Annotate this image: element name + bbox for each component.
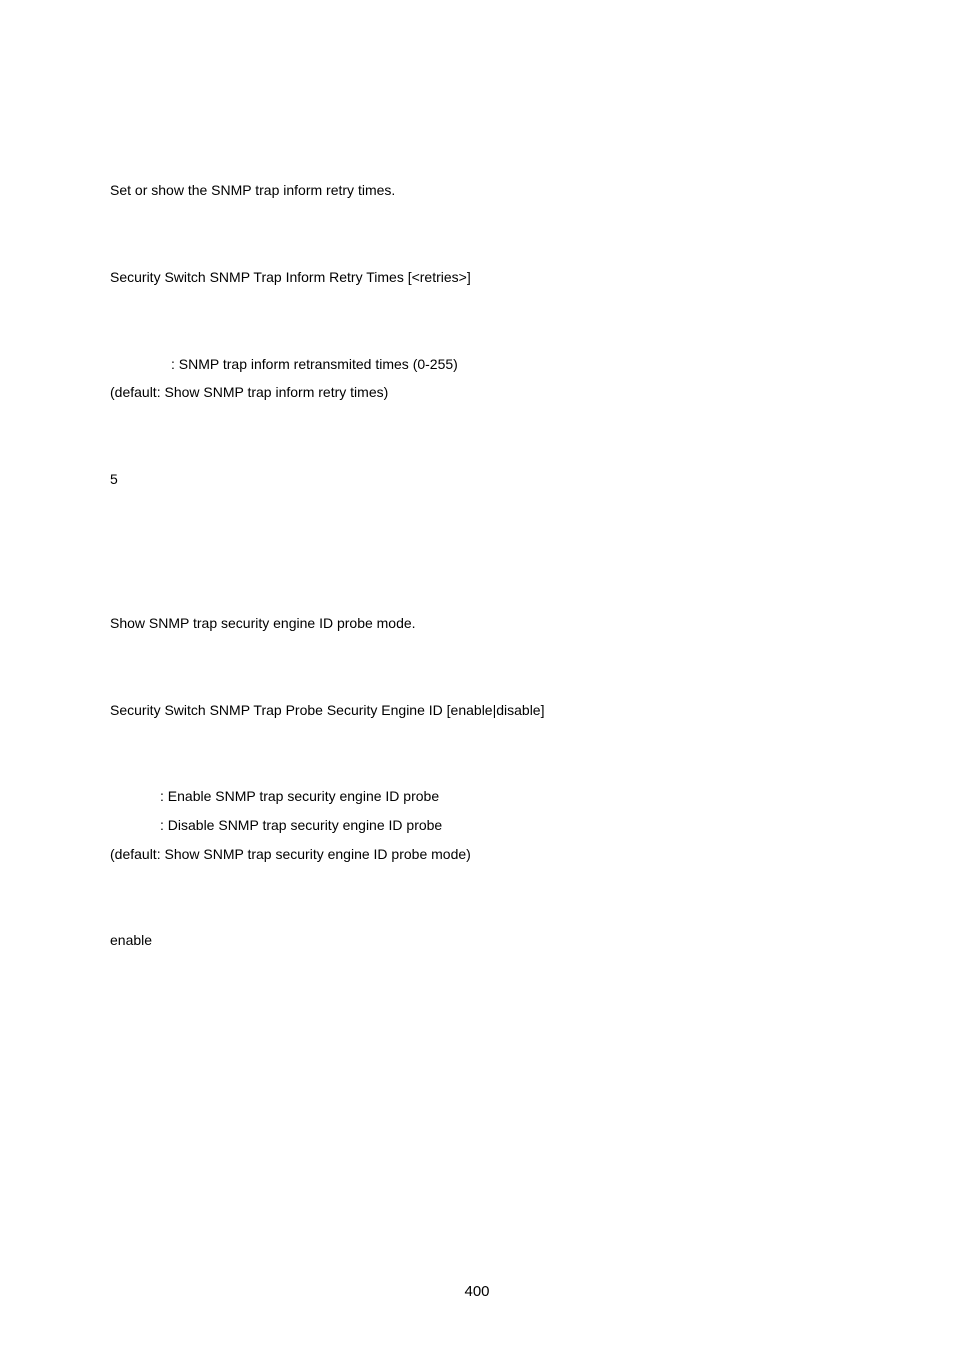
section2-param-disable: : Disable SNMP trap security engine ID probe (160, 817, 443, 833)
page-number: 400 (464, 1283, 490, 1300)
section1-syntax: Security Switch SNMP Trap Inform Retry Times [<retries>] (110, 269, 471, 285)
section1-example-output: 5 (110, 471, 118, 487)
section2-syntax: Security Switch SNMP Trap Probe Security Engine ID [enable|disable] (110, 702, 545, 718)
section2-param-enable: : Enable SNMP trap security engine ID probe (160, 788, 440, 804)
section2-description: Show SNMP trap security engine ID probe mode. (110, 615, 416, 631)
section2-param-default: (default: Show SNMP trap security engine ID probe mode) (110, 846, 471, 862)
section1-description: Set or show the SNMP trap inform retry times. (110, 182, 396, 198)
section2-example-output: enable (110, 932, 153, 948)
section1-param-default: (default: Show SNMP trap inform retry times) (110, 384, 389, 400)
section1-param-retries: : SNMP trap inform retransmited times (0-255) (171, 356, 458, 372)
